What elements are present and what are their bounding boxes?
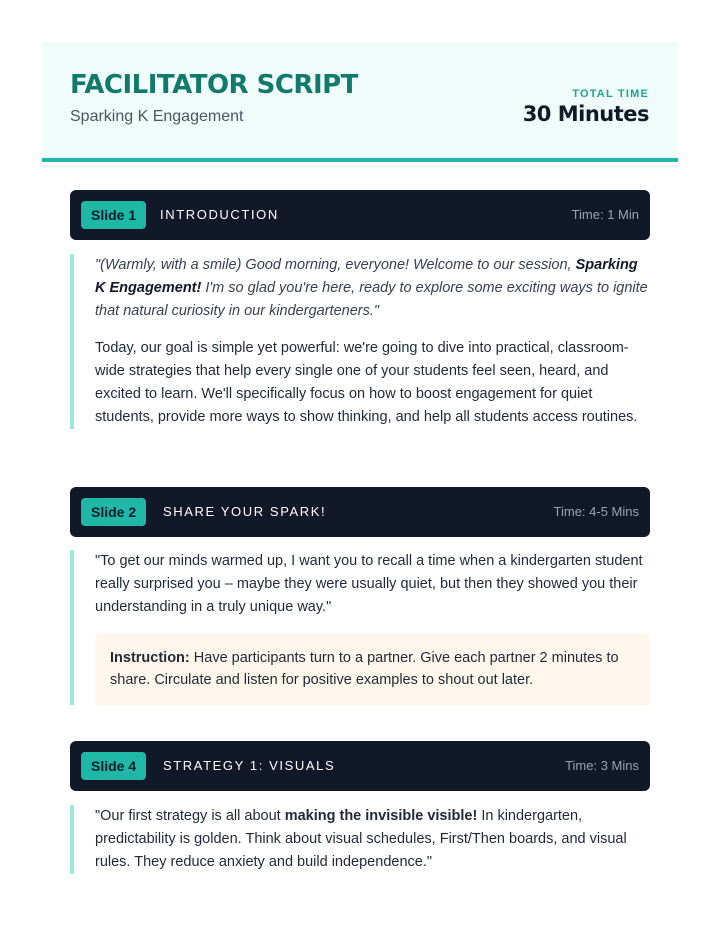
slide-label: STRATEGY 1: VISUALS [163,758,336,773]
slide-time: Time: 3 Mins [565,758,639,773]
slide-time: Time: 1 Min [571,207,639,222]
slide-time: Time: 4-5 Mins [553,504,639,519]
total-time-label: TOTAL TIME [572,88,649,100]
goal-paragraph: Today, our goal is simple yet powerful: we're going to dive into practical, classroom-wide strategies that help every single one of your students feel seen, heard, and excited to learn. We'll specifically focus on how to boost engagement for quiet students, provide more ways to show thinking, and help all students access routines. [95,340,638,425]
strategy-quote: "Our first strategy is all about making the invisible visible! In kindergarten, predictability is golden. Think about visual schedules, First/Then boards, and visual rules. They reduce anxiety and build independence." [95,808,627,870]
slide-badge: Slide 4 [81,752,146,780]
total-time-value: 30 Minutes [522,102,649,126]
slide-1-content [70,254,650,429]
opening-quote: "(Warmly, with a smile) Good morning, everyone! Welcome to our session, Sparking K Engagement! I'm so glad you're here, ready to explore some exciting ways to ignite that natural curiosity in our kindergarteners." [95,257,648,319]
script-header [42,42,678,162]
instruction-box [95,633,650,705]
slide-label: SHARE YOUR SPARK! [163,504,327,519]
instruction-label: Instruction: [110,650,190,666]
slide-2-header [70,487,650,537]
slide-4-content [70,805,650,874]
page-subtitle: Sparking K Engagement [70,108,244,125]
warmup-quote: "To get our minds warmed up, I want you to recall a time when a kindergarten student really surprised you – maybe they were usually quiet, but then they showed you their understanding in a truly unique way." [95,553,643,615]
slide-1-header [70,190,650,240]
slide-2-content [70,550,650,705]
slide-4-header [70,741,650,791]
page-title: FACILITATOR SCRIPT [70,70,358,100]
slide-badge: Slide 2 [81,498,146,526]
slide-badge: Slide 1 [81,201,146,229]
instruction-text: Have participants turn to a partner. Give each partner 2 minutes to share. Circulate and listen for positive examples to shout out later. [110,650,619,688]
slide-label: INTRODUCTION [160,207,279,222]
